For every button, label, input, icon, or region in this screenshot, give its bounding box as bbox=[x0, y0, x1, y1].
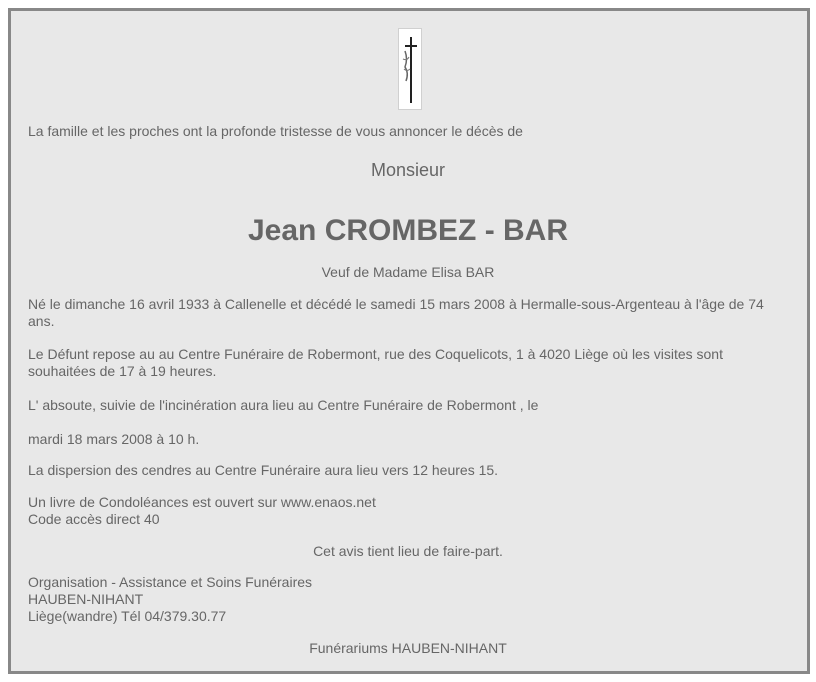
footer-text: Funérariums HAUBEN-NIHANT bbox=[309, 640, 507, 656]
widow-line: Veuf de Madame Elisa BAR bbox=[321, 264, 495, 280]
organisation-line-2: HAUBEN-NIHANT bbox=[28, 591, 144, 607]
organisation-line-3: Liège(wandre) Tél 04/379.30.77 bbox=[28, 608, 227, 624]
condolences-line-1: Un livre de Condoléances est ouvert sur www.enaos.net bbox=[28, 494, 376, 510]
organisation-line-1: Organisation - Assistance et Soins Funéraires bbox=[28, 574, 313, 590]
birth-death-text: Né le dimanche 16 avril 1933 à Callenelle et décédé le samedi 15 mars 2008 à Hermalle-sous-Argenteau à l'âge de 74 ans. bbox=[28, 296, 764, 329]
notice-frame bbox=[8, 8, 810, 674]
deceased-name: Jean CROMBEZ - BAR bbox=[247, 214, 569, 247]
ceremony-date: mardi 18 mars 2008 à 10 h. bbox=[28, 431, 200, 447]
intro-text: La famille et les proches ont la profonde tristesse de vous annoncer le décès de bbox=[28, 123, 523, 139]
dispersion-text: La dispersion des cendres au Centre Funéraire aura lieu vers 12 heures 15. bbox=[28, 462, 499, 478]
title-text: Monsieur bbox=[370, 160, 446, 180]
rest-text: Le Défunt repose au au Centre Funéraire de Robermont, rue des Coquelicots, 1 à 4020 Liège où les visites sont souhaitées de 17 à 19 heures. bbox=[28, 346, 723, 379]
condolences-line-2: Code accès direct 40 bbox=[28, 511, 160, 527]
faire-part-text: Cet avis tient lieu de faire-part. bbox=[313, 543, 503, 559]
absoute-text: L' absoute, suivie de l'incinération aura lieu au Centre Funéraire de Robermont , le bbox=[28, 397, 539, 413]
cross-icon bbox=[398, 28, 422, 110]
